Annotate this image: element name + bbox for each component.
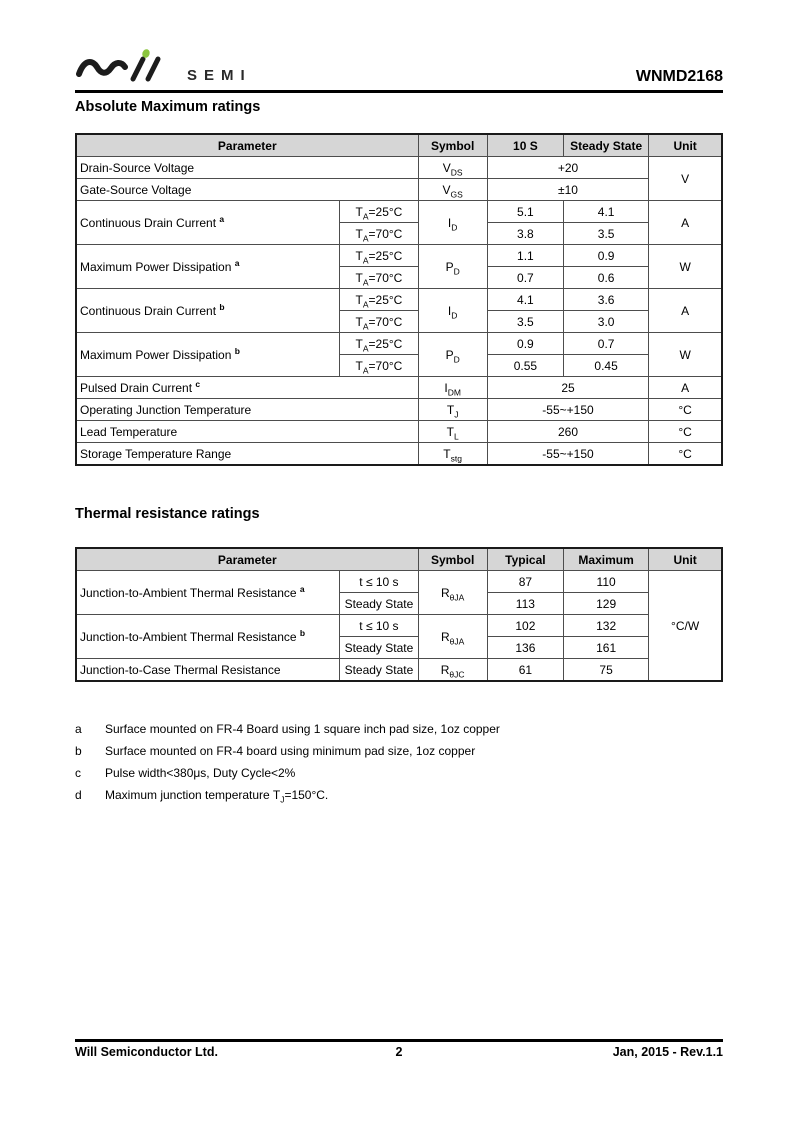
condition-cell: $T_A=70^\circ C$ — [340, 355, 418, 377]
value-cell: 0.45 — [563, 355, 648, 377]
abs-max-table — [75, 133, 723, 466]
row-ja-b-t10 — [76, 615, 722, 637]
unit-cell: °C — [649, 443, 722, 466]
row-pd-a-25 — [76, 245, 722, 267]
value-cell: 75 — [563, 659, 648, 682]
unit-cell: A — [649, 377, 722, 399]
col-10s: 10 S — [487, 134, 563, 157]
condition-cell: $T_A=25^\circ C$ — [340, 333, 418, 355]
condition-cell: Steady State — [340, 637, 418, 659]
footnote-label: b — [75, 744, 82, 758]
page-footer — [75, 1045, 723, 1059]
unit-cell: °C — [649, 421, 722, 443]
col-unit: Unit — [649, 548, 722, 571]
value-cell: 260 — [487, 421, 648, 443]
footnote-d — [75, 788, 723, 810]
symbol-cell: $V_{DS}$ — [418, 157, 487, 179]
footnotes — [75, 722, 723, 810]
footer-company: Will Semiconductor Ltd. — [75, 1045, 218, 1059]
value-cell: 110 — [563, 571, 648, 593]
unit-cell: W — [649, 333, 722, 377]
value-cell: 161 — [563, 637, 648, 659]
col-parameter: Parameter — [76, 134, 418, 157]
footnote-text: Surface mounted on FR-4 board using minimum pad size, 1oz copper — [105, 744, 476, 758]
symbol-cell: $V_{GS}$ — [418, 179, 487, 201]
footnote-a — [75, 722, 723, 744]
footnote-label: c — [75, 766, 81, 780]
value-cell: 61 — [487, 659, 563, 682]
row-tl — [76, 421, 722, 443]
table-header-row — [76, 548, 722, 571]
col-symbol: Symbol — [418, 548, 487, 571]
condition-cell: $T_A=25^\circ C$ — [340, 289, 418, 311]
row-pd-b-25 — [76, 333, 722, 355]
footnote-c — [75, 766, 723, 788]
value-cell: 136 — [487, 637, 563, 659]
thermal-resistance-table — [75, 547, 723, 682]
table-header-row — [76, 134, 722, 157]
will-semi-logo — [75, 48, 252, 88]
param-cell: Gate-Source Voltage — [76, 179, 418, 201]
param-cell: Continuous Drain Current $^a$ — [76, 201, 340, 245]
value-cell: 102 — [487, 615, 563, 637]
symbol-cell: $P_D$ — [418, 333, 487, 377]
value-cell: 25 — [487, 377, 648, 399]
unit-cell: °C/W — [649, 571, 722, 682]
col-typical: Typical — [487, 548, 563, 571]
row-jc — [76, 659, 722, 682]
row-idm — [76, 377, 722, 399]
value-cell: 0.55 — [487, 355, 563, 377]
col-parameter: Parameter — [76, 548, 418, 571]
symbol-cell: $I_D$ — [418, 289, 487, 333]
col-maximum: Maximum — [563, 548, 648, 571]
header-rule — [75, 90, 723, 93]
unit-cell: W — [649, 245, 722, 289]
footnote-text: Surface mounted on FR-4 Board using 1 square inch pad size, 1oz copper — [105, 722, 500, 736]
value-cell: -55~+150 — [487, 443, 648, 466]
footer-page-number: 2 — [395, 1045, 403, 1059]
value-cell: 5.1 — [487, 201, 563, 223]
footnote-b — [75, 744, 723, 766]
symbol-cell: $P_D$ — [418, 245, 487, 289]
footnote-text: Pulse width<380μs, Duty Cycle<2% — [105, 766, 296, 780]
unit-cell: A — [649, 289, 722, 333]
value-cell: 113 — [487, 593, 563, 615]
value-cell: 87 — [487, 571, 563, 593]
condition-cell: $T_A=25^\circ C$ — [340, 245, 418, 267]
condition-cell: t ≤ 10 s — [340, 615, 418, 637]
value-cell: -55~+150 — [487, 399, 648, 421]
param-cell: Continuous Drain Current $^b$ — [76, 289, 340, 333]
unit-cell: °C — [649, 399, 722, 421]
param-cell: Drain-Source Voltage — [76, 157, 418, 179]
value-cell: 0.9 — [563, 245, 648, 267]
row-vds — [76, 157, 722, 179]
condition-cell: $T_A=70^\circ C$ — [340, 267, 418, 289]
value-cell: 3.0 — [563, 311, 648, 333]
param-cell: Junction-to-Ambient Thermal Resistance $^b$ — [76, 615, 340, 659]
value-cell: ±10 — [487, 179, 648, 201]
col-steady-state: Steady State — [563, 134, 648, 157]
value-cell: 4.1 — [487, 289, 563, 311]
condition-cell: $T_A=25^\circ C$ — [340, 201, 418, 223]
footnote-label: d — [75, 788, 82, 802]
footnote-text: Maximum junction temperature $T_J=150^\circ C$. — [105, 788, 329, 805]
row-id-a-25 — [76, 201, 722, 223]
condition-cell: $T_A=70^\circ C$ — [340, 311, 418, 333]
value-cell: 3.5 — [563, 223, 648, 245]
param-cell: Maximum Power Dissipation $^b$ — [76, 333, 340, 377]
symbol-cell: $T_{stg}$ — [418, 443, 487, 466]
col-unit: Unit — [649, 134, 722, 157]
col-symbol: Symbol — [418, 134, 487, 157]
row-id-b-25 — [76, 289, 722, 311]
value-cell: +20 — [487, 157, 648, 179]
value-cell: 0.7 — [487, 267, 563, 289]
brand-name: SEMI — [187, 67, 252, 84]
value-cell: 4.1 — [563, 201, 648, 223]
value-cell: 132 — [563, 615, 648, 637]
thermal-section-title: Thermal resistance ratings — [75, 506, 260, 522]
value-cell: 3.8 — [487, 223, 563, 245]
condition-cell: $T_A=70^\circ C$ — [340, 223, 418, 245]
value-cell: 3.6 — [563, 289, 648, 311]
condition-cell: Steady State — [340, 659, 418, 682]
param-cell: Junction-to-Ambient Thermal Resistance $^a$ — [76, 571, 340, 615]
footer-rule — [75, 1039, 723, 1042]
value-cell: 1.1 — [487, 245, 563, 267]
symbol-cell: $I_D$ — [418, 201, 487, 245]
symbol-cell: $R_{\theta JA}$ — [418, 615, 487, 659]
value-cell: 0.6 — [563, 267, 648, 289]
footer-revision: Jan, 2015 - Rev.1.1 — [612, 1045, 723, 1059]
condition-cell: Steady State — [340, 593, 418, 615]
row-vgs — [76, 179, 722, 201]
param-cell: Operating Junction Temperature — [76, 399, 418, 421]
row-ja-a-t10 — [76, 571, 722, 593]
part-number: WNMD2168 — [635, 68, 723, 85]
param-cell: Storage Temperature Range — [76, 443, 418, 466]
logo-wave-icon — [75, 48, 175, 88]
symbol-cell: $R_{\theta JC}$ — [418, 659, 487, 682]
row-tj — [76, 399, 722, 421]
condition-cell: t ≤ 10 s — [340, 571, 418, 593]
param-cell: Maximum Power Dissipation $^a$ — [76, 245, 340, 289]
param-cell: Junction-to-Case Thermal Resistance — [76, 659, 340, 682]
unit-cell: V — [649, 157, 722, 201]
value-cell: 129 — [563, 593, 648, 615]
value-cell: 0.9 — [487, 333, 563, 355]
abs-max-section-title: Absolute Maximum ratings — [75, 99, 261, 115]
symbol-cell: $T_J$ — [418, 399, 487, 421]
value-cell: 0.7 — [563, 333, 648, 355]
value-cell: 3.5 — [487, 311, 563, 333]
symbol-cell: $T_L$ — [418, 421, 487, 443]
symbol-cell: $I_{DM}$ — [418, 377, 487, 399]
row-tstg — [76, 443, 722, 466]
page-header — [75, 44, 723, 88]
symbol-cell: $R_{\theta JA}$ — [418, 571, 487, 615]
param-cell: Lead Temperature — [76, 421, 418, 443]
footnote-label: a — [75, 722, 82, 736]
param-cell: Pulsed Drain Current $^c$ — [76, 377, 418, 399]
unit-cell: A — [649, 201, 722, 245]
